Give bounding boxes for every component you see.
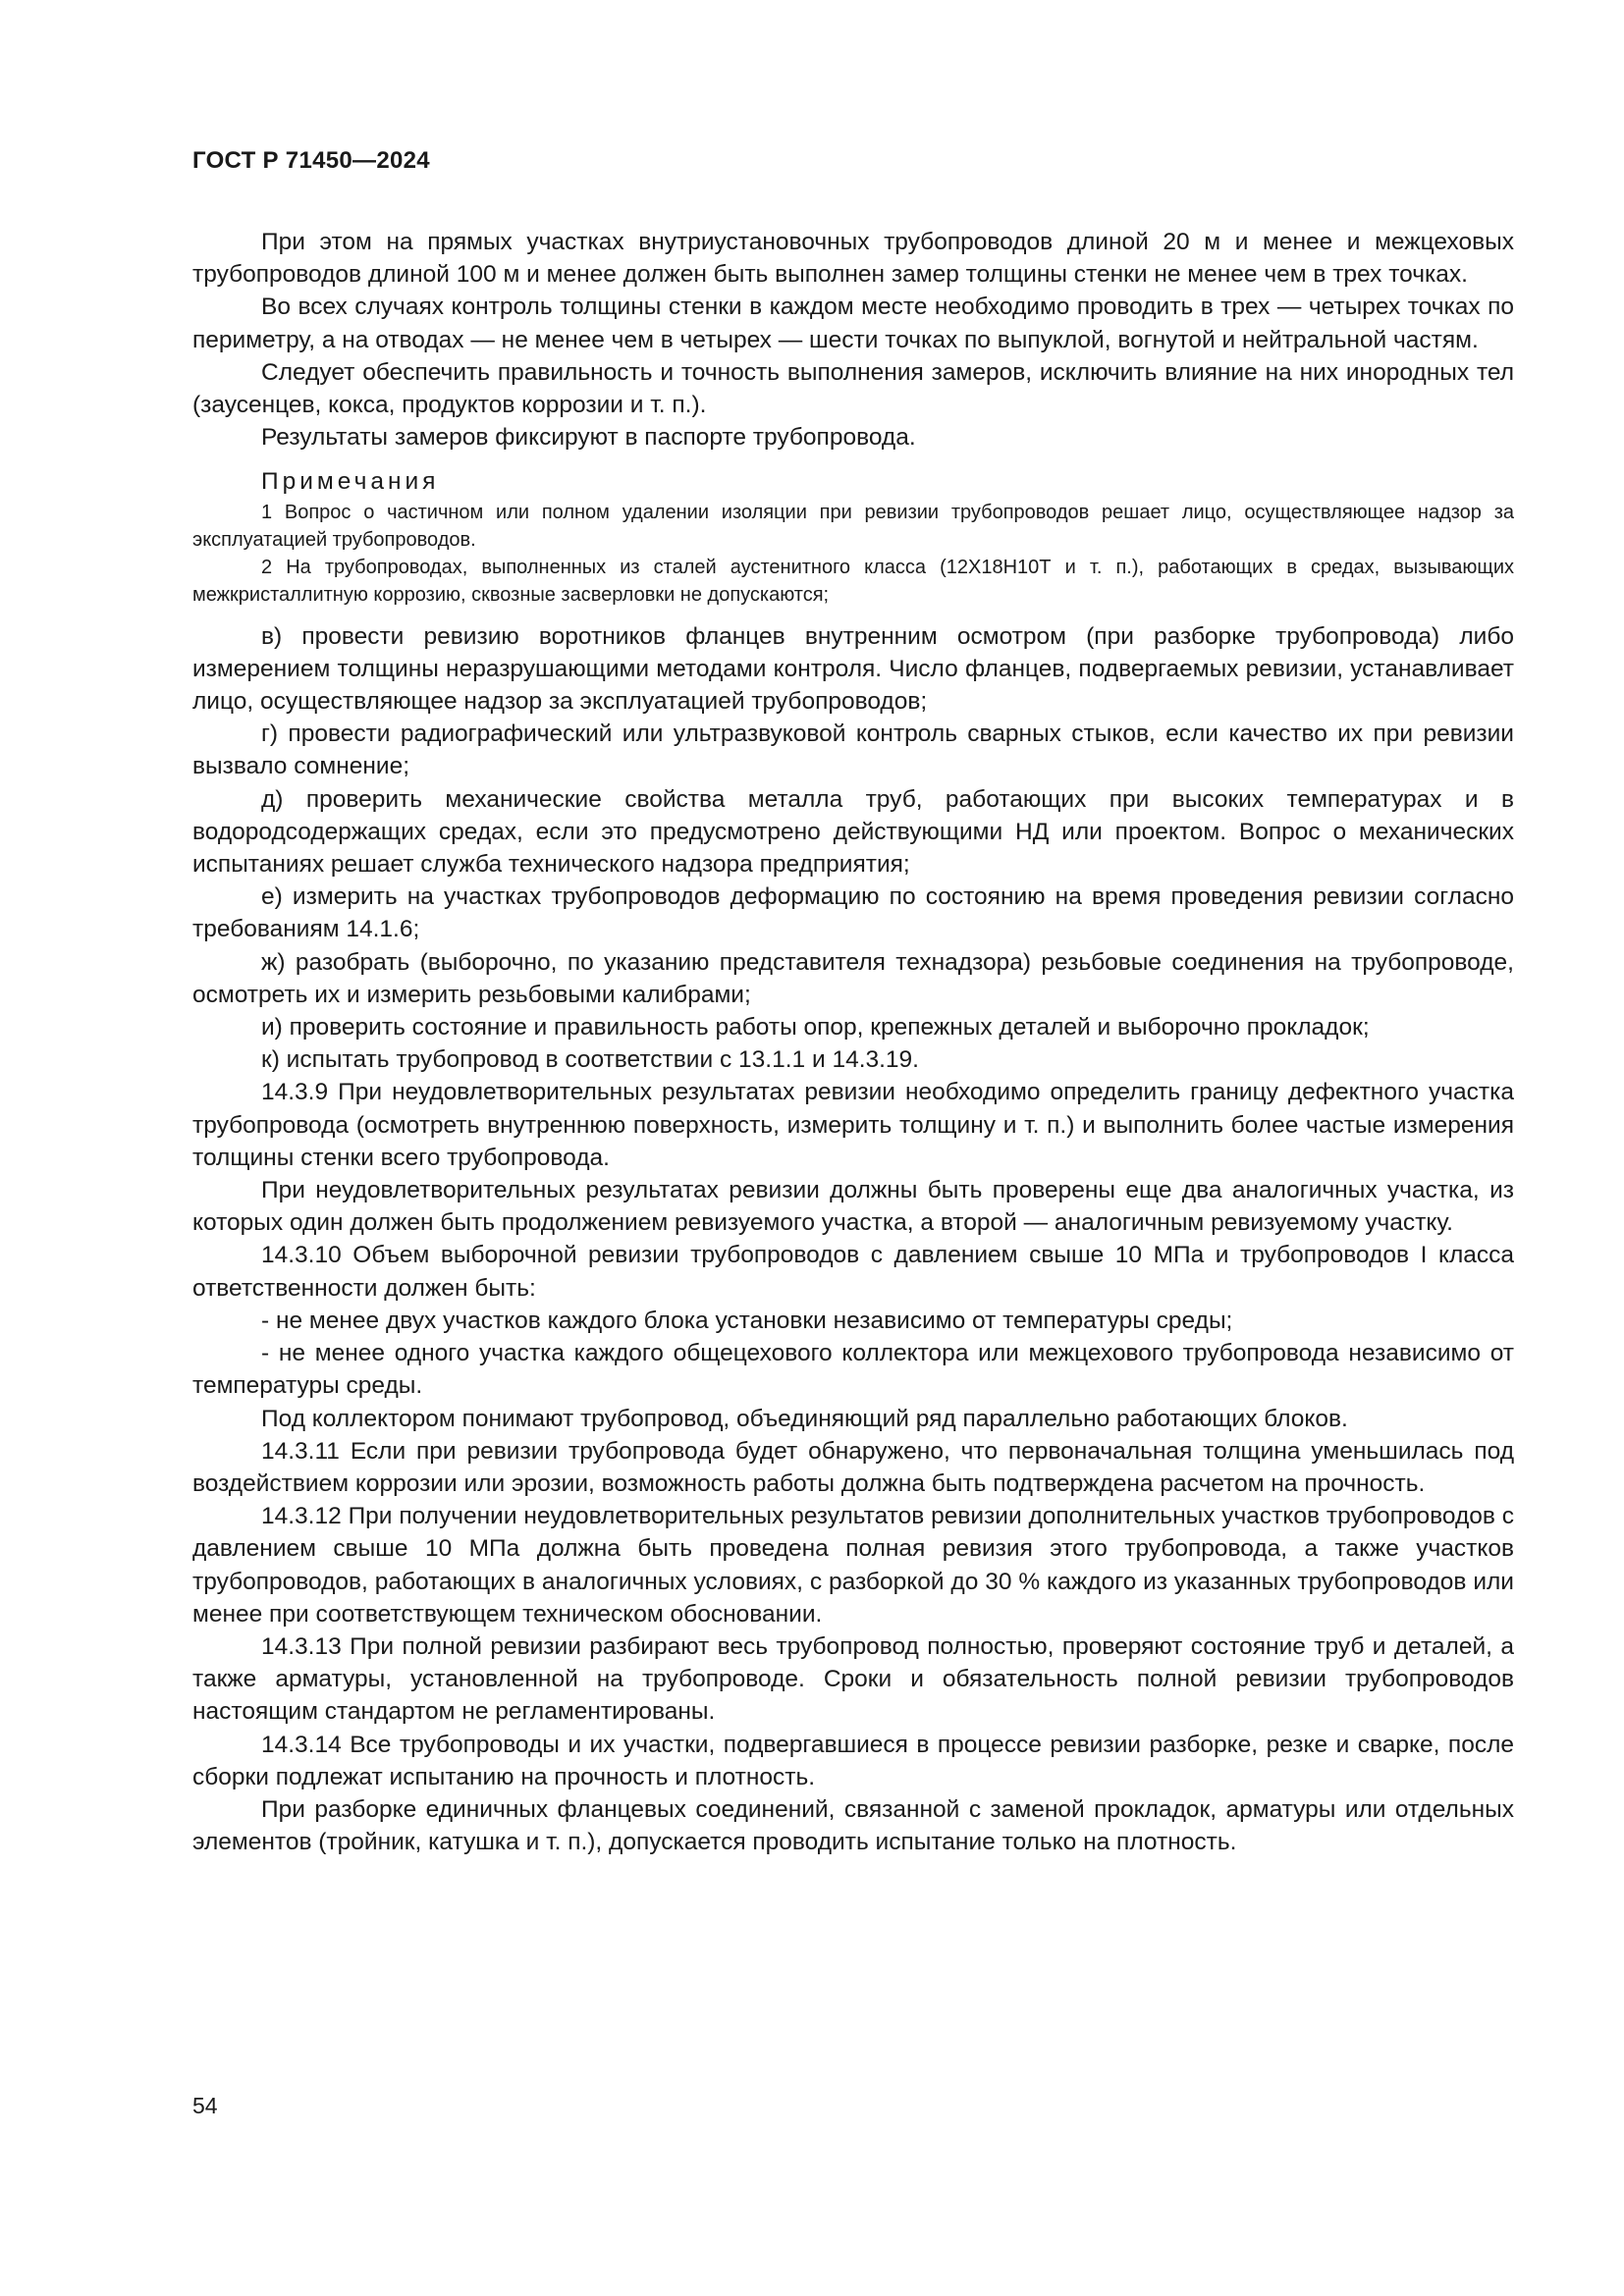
clause-14-3-13: 14.3.13 При полной ревизии разбирают весь трубопровод полностью, проверяют состояние труб и деталей, а также арматуры, установленной на трубопроводе. Сроки и обязательность полной ревизии трубопроводов настоящим стандартом не регламентированы. xyxy=(192,1632,1514,1726)
paragraph: Во всех случаях контроль толщины стенки в каждом месте необходимо проводить в трех — четырех точках по периметру, а на отводах — не менее чем в четырех — шести точках по выпуклой, вогнутой и нейтральной частям. xyxy=(192,294,1514,353)
note-item: 1 Вопрос о частичном или полном удалении изоляции при ревизии трубопроводов решает лицо, осуществляющее надзор за эксплуатацией трубопроводов. xyxy=(192,501,1514,551)
paragraph: При неудовлетворительных результатах ревизии должны быть проверены еще два аналогичных участка, из которых один должен быть продолжением ревизуемого участка, а второй — аналогичным ревизуемому участку. xyxy=(192,1177,1514,1237)
list-item-k: к) испытать трубопровод в соответствии с 13.1.1 и 14.3.19. xyxy=(261,1046,919,1074)
clause-14-3-12: 14.3.12 При получении неудовлетворительных результатов ревизии дополнительных участков трубопроводов с давлением свыше 10 МПа должна быть проведена полная ревизия этого трубопровода, а также участков трубопроводов, работающих в аналогичных условиях, с разборкой до 30 % каждого из указанных трубопроводов или менее при соответствующем техническом обосновании. xyxy=(192,1503,1514,1628)
paragraph: При разборке единичных фланцевых соединений, связанной с заменой прокладок, арматуры или отдельных элементов (тройник, катушка и т. п.), допускается проводить испытание только на плотность. xyxy=(192,1795,1514,1856)
list-item-g: г) провести радиографический или ультразвуковой контроль сварных стыков, если качество их при ревизии вызвало сомнение; xyxy=(192,721,1514,780)
clause-14-3-9: 14.3.9 При неудовлетворительных результатах ревизии необходимо определить границу дефектного участка трубопровода (осмотреть внутреннюю поверхность, измерить толщину и т. п.) и выполнить более частые измерения толщины стенки всего трубопровода. xyxy=(192,1079,1514,1171)
list-item-v: в) провести ревизию воротников фланцев внутренним осмотром (при разборке трубопровода) либо измерением толщины неразрушающими методами контроля. Число фланцев, подвергаемых ревизии, устанавливает лицо, осуществляющее надзор за эксплуатацией трубопроводов; xyxy=(192,622,1514,716)
paragraph: Под коллектором понимают трубопровод, объединяющий ряд параллельно работающих блоков. xyxy=(261,1405,1348,1432)
document-body xyxy=(192,226,1514,1858)
dash-item: - не менее одного участка каждого общецехового коллектора или межцехового трубопровода независимо от температуры среды. xyxy=(192,1340,1514,1400)
list-item-i: и) проверить состояние и правильность работы опор, крепежных деталей и выборочно прокладок; xyxy=(261,1014,1370,1041)
paragraph: Результаты замеров фиксируют в паспорте трубопровода. xyxy=(261,424,916,452)
list-item-d: д) проверить механические свойства металла труб, работающих при высоких температурах и в водородсодержащих средах, если это предусмотрено действующими НД или проектом. Вопрос о механических испытаниях решает служба технического надзора предприятия; xyxy=(192,785,1514,879)
list-item-e: е) измерить на участках трубопроводов деформацию по состоянию на время проведения ревизии согласно требованиям 14.1.6; xyxy=(192,883,1514,943)
list-item-zh: ж) разобрать (выборочно, по указанию представителя технадзора) резьбовые соединения на трубопроводе, осмотреть их и измерить резьбовыми калибрами; xyxy=(192,948,1514,1008)
clause-14-3-10: 14.3.10 Объем выборочной ревизии трубопроводов с давлением свыше 10 МПа и трубопроводов I класса ответственности должен быть: xyxy=(192,1242,1514,1302)
note-item: 2 На трубопроводах, выполненных из сталей аустенитного класса (12Х18Н10Т и т. п.), работающих в средах, вызывающих межкристаллитную коррозию, сквозные засверловки не допускаются; xyxy=(192,556,1514,606)
clause-14-3-11: 14.3.11 Если при ревизии трубопровода будет обнаружено, что первоначальная толщина уменьшилась под воздействием коррозии или эрозии, возможность работы должна быть подтверждена расчетом на прочность. xyxy=(192,1437,1514,1497)
notes-title: Примечания xyxy=(261,468,440,496)
notes-block xyxy=(192,465,1514,608)
paragraph: Следует обеспечить правильность и точность выполнения замеров, исключить влияние на них инородных тел (заусенцев, кокса, продуктов коррозии и т. п.). xyxy=(192,358,1514,419)
dash-item: - не менее двух участков каждого блока установки независимо от температуры среды; xyxy=(261,1307,1233,1334)
page-number: 54 xyxy=(192,2093,218,2118)
page-header-standard: ГОСТ Р 71450—2024 xyxy=(192,147,430,174)
paragraph: При этом на прямых участках внутриустановочных трубопроводов длиной 20 м и менее и межцеховых трубопроводов длиной 100 м и менее должен быть выполнен замер толщины стенки не менее чем в трех точках. xyxy=(192,229,1514,289)
clause-14-3-14: 14.3.14 Все трубопроводы и их участки, подвергавшиеся в процессе ревизии разборке, резке и сварке, после сборки подлежат испытанию на прочность и плотность. xyxy=(192,1731,1514,1790)
